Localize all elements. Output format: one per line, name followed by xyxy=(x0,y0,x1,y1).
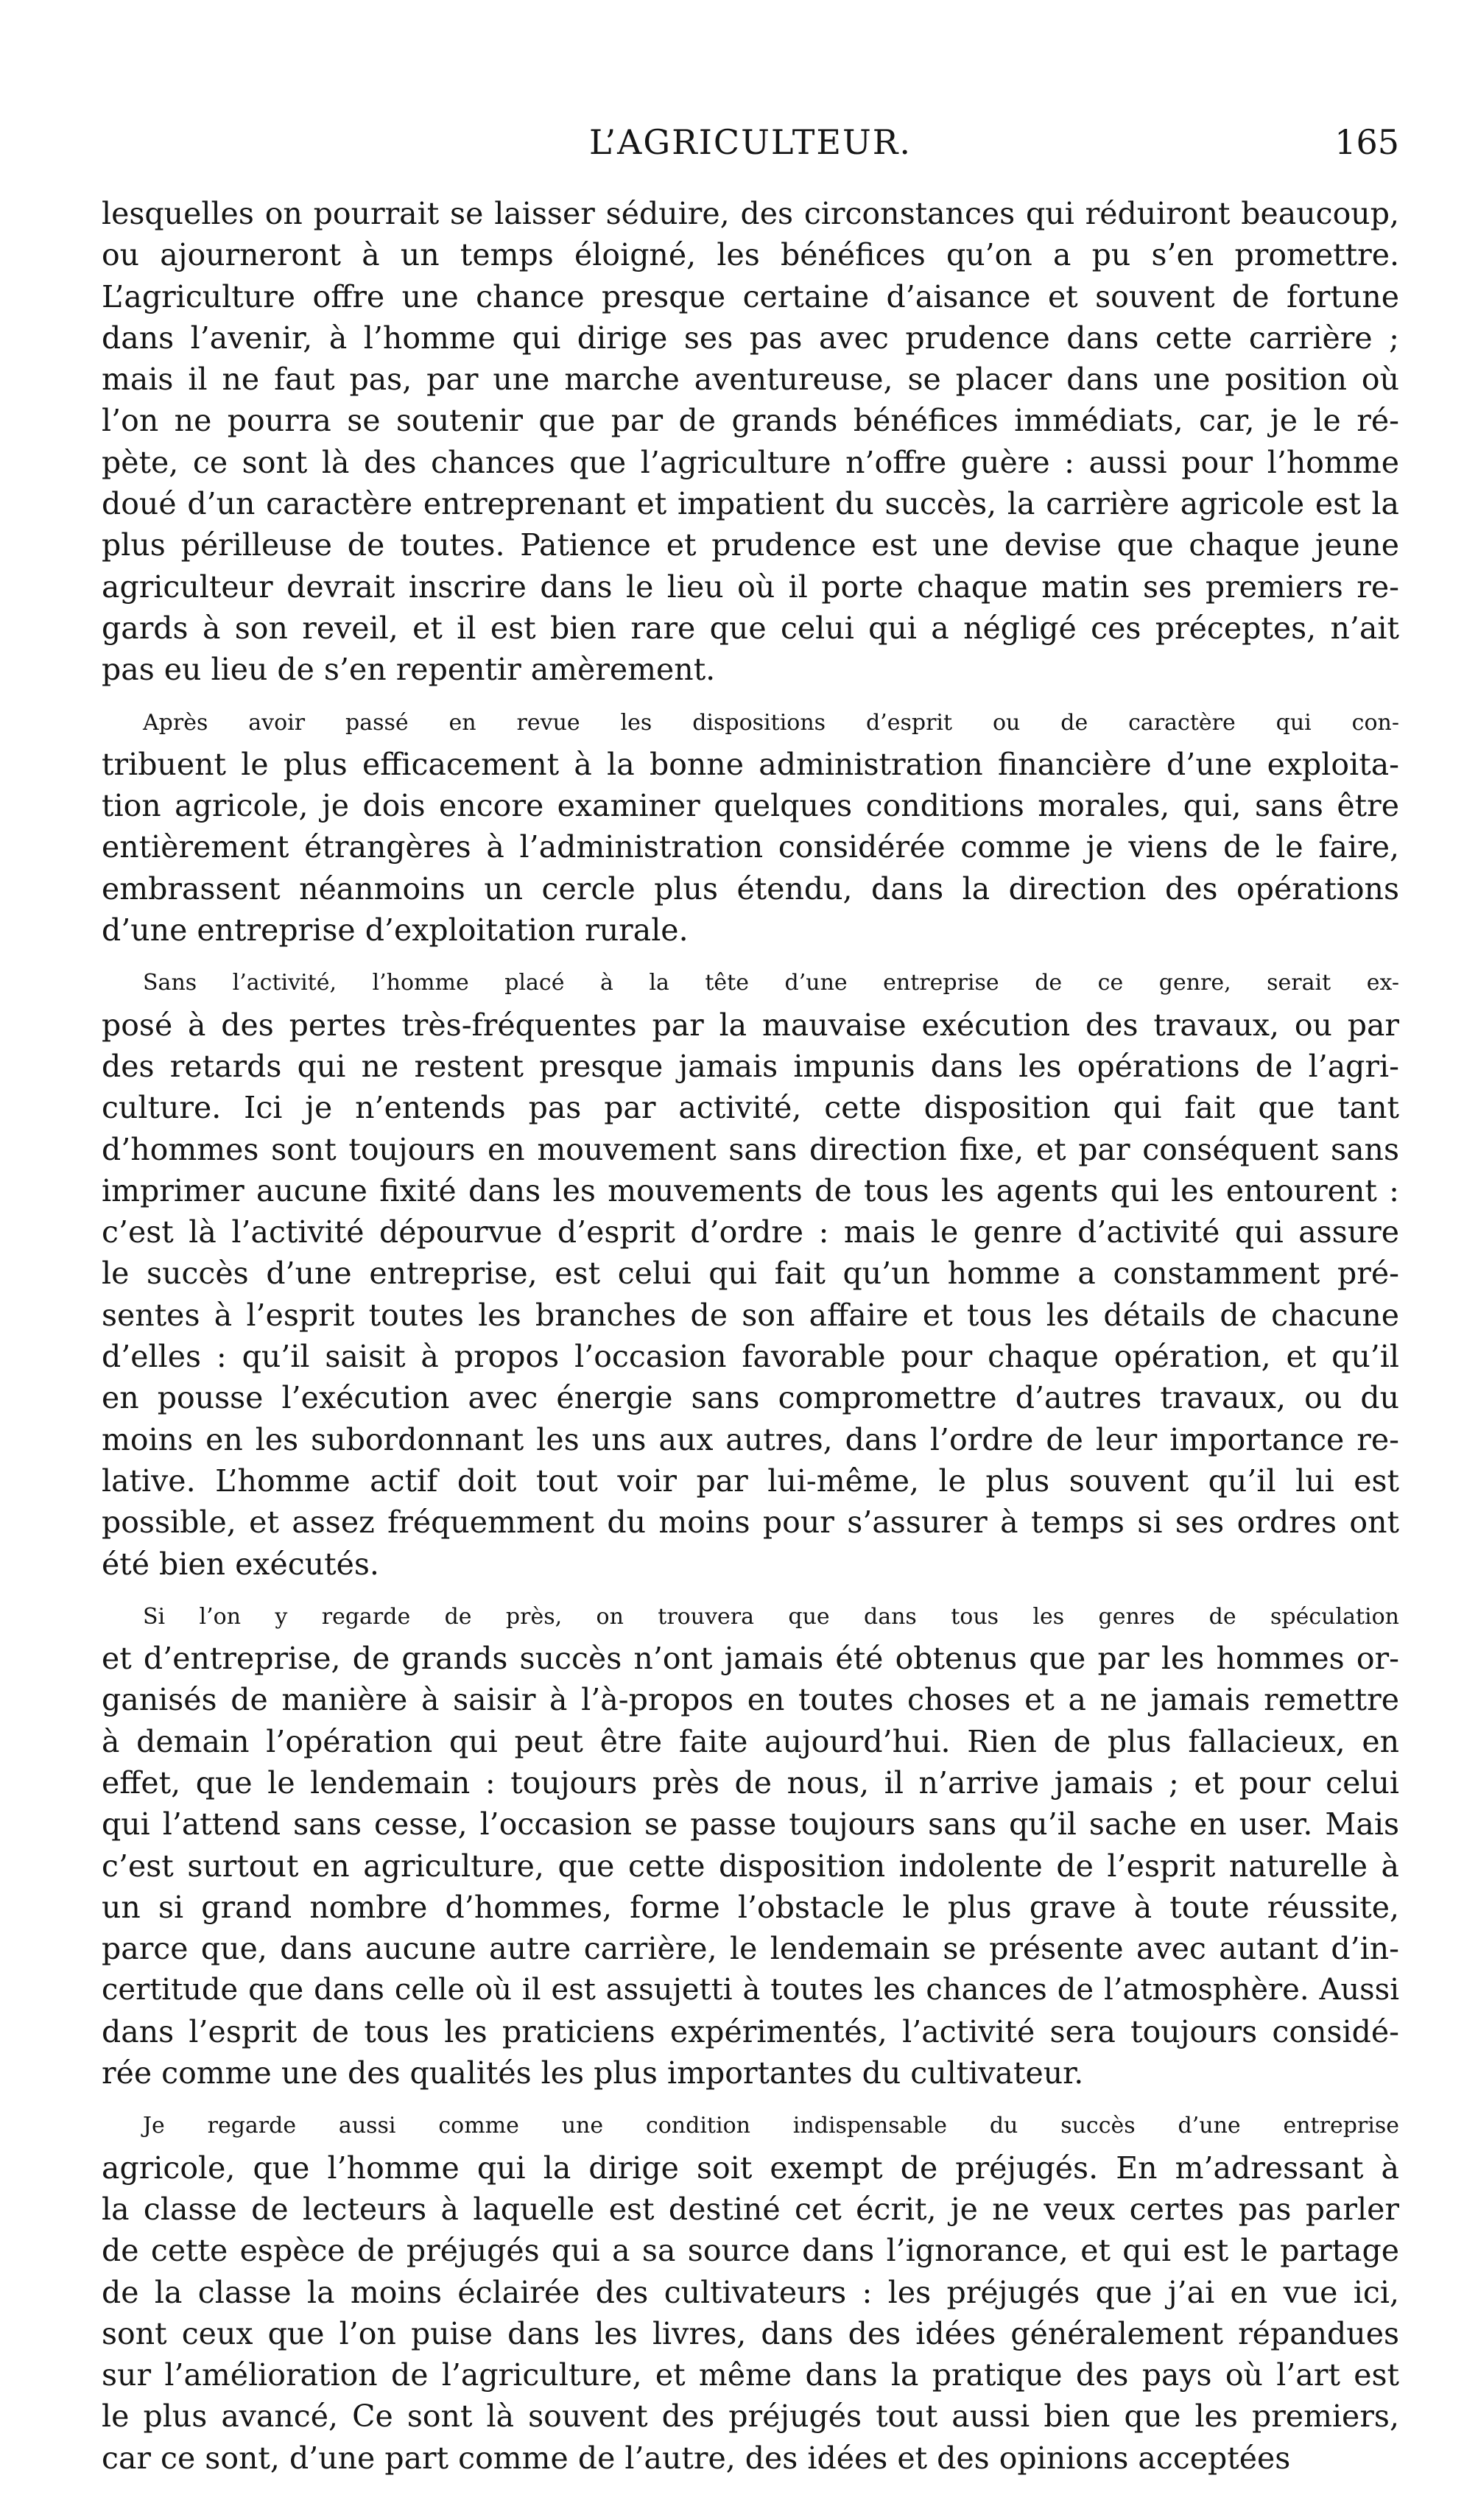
paragraph-gap xyxy=(102,691,1399,703)
text-line: lative. L’homme actif doit tout voir par lui-même, le plus souvent qu’il lui est xyxy=(102,1463,1399,1499)
text-line: imprimer aucune fixité dans les mouvements de tous les agents qui les entourent : xyxy=(102,1172,1399,1208)
text-line: été bien exécutés. xyxy=(102,1546,379,1582)
text-line: mais il ne faut pas, par une marche aventureuse, se placer dans une position où xyxy=(102,362,1399,398)
text-line: d’elles : qu’il saisit à propos l’occasion favorable pour chaque opération, et qu’il xyxy=(102,1339,1399,1375)
text-line: sur l’amélioration de l’agriculture, et même dans la pratique des pays où l’art est xyxy=(102,2357,1399,2393)
text-line: moins en les subordonnant les uns aux autres, dans l’ordre de leur importance re- xyxy=(102,1421,1399,1457)
text-line: ou ajourneront à un temps éloigné, les bénéfices qu’on a pu s’en promettre. xyxy=(102,237,1399,273)
text-line: L’agriculture offre une chance presque certaine d’aisance et souvent de fortune xyxy=(102,278,1399,314)
text-line: le plus avancé, Ce sont là souvent des préjugés tout aussi bien que les premiers, xyxy=(102,2398,1399,2435)
text-line: posé à des pertes très-fréquentes par la mauvaise exécution des travaux, ou par xyxy=(102,1007,1399,1043)
text-line: et d’entreprise, de grands succès n’ont jamais été obtenus que par les hommes or- xyxy=(102,1641,1399,1677)
paragraph xyxy=(102,2105,1399,2479)
text-line: tion agricole, je dois encore examiner quelques conditions morales, qui, sans être xyxy=(102,788,1399,824)
text-line: agriculteur devrait inscrire dans le lieu où il porte chaque matin ses premiers re- xyxy=(102,569,1399,605)
body-text xyxy=(102,193,1399,2479)
text-line: d’hommes sont toujours en mouvement sans direction fixe, et par conséquent sans xyxy=(102,1131,1399,1167)
text-line: dans l’esprit de tous les praticiens expérimentés, l’activité sera toujours considé- xyxy=(102,2013,1399,2049)
text-line: culture. Ici je n’entends pas par activité, cette disposition qui fait que tant xyxy=(102,1090,1399,1126)
text-line: d’une entreprise d’exploitation rurale. xyxy=(102,912,689,948)
paragraph-gap xyxy=(102,951,1399,962)
text-line: tribuent le plus efficacement à la bonne administration financière d’une exploita- xyxy=(102,746,1399,782)
page-header xyxy=(102,116,1399,168)
text-line: doué d’un caractère entreprenant et impatient du succès, la carrière agricole est la xyxy=(102,486,1399,522)
text-line: des retards qui ne restent presque jamais impunis dans les opérations de l’agri- xyxy=(102,1048,1399,1084)
paragraph xyxy=(102,193,1399,691)
text-line: c’est là l’activité dépourvue d’esprit d’ordre : mais le genre d’activité qui assure xyxy=(102,1214,1399,1250)
text-line: Je regarde aussi comme une condition indispensable du succès d’une entreprise xyxy=(143,2113,1399,2139)
text-line: sentes à l’esprit toutes les branches de son affaire et tous les détails de chacune xyxy=(102,1297,1399,1333)
text-line: plus périlleuse de toutes. Patience et prudence est une devise que chaque jeune xyxy=(102,527,1399,563)
text-line: un si grand nombre d’hommes, forme l’obstacle le plus grave à toute réussite, xyxy=(102,1889,1399,1925)
text-line: gards à son reveil, et il est bien rare que celui qui a négligé ces préceptes, n’ait xyxy=(102,610,1399,646)
text-line: entièrement étrangères à l’administration considérée comme je viens de le faire, xyxy=(102,829,1399,865)
paragraph-gap xyxy=(102,2094,1399,2105)
text-line: la classe de lecteurs à laquelle est destiné cet écrit, je ne veux certes pas parler xyxy=(102,2191,1399,2227)
text-line: dans l’avenir, à l’homme qui dirige ses pas avec prudence dans cette carrière ; xyxy=(102,320,1399,356)
text-line: c’est surtout en agriculture, que cette disposition indolente de l’esprit naturelle à xyxy=(102,1848,1399,1884)
text-line: car ce sont, d’une part comme de l’autre, des idées et des opinions acceptées xyxy=(102,2440,1291,2476)
text-line: effet, que le lendemain : toujours près de nous, il n’arrive jamais ; et pour celui xyxy=(102,1764,1399,1801)
text-line: l’on ne pourra se soutenir que par de grands bénéfices immédiats, car, je le ré- xyxy=(102,403,1399,439)
paragraph xyxy=(102,962,1399,1584)
text-line: à demain l’opération qui peut être faite aujourd’hui. Rien de plus fallacieux, en xyxy=(102,1723,1399,1759)
text-line: Sans l’activité, l’homme placé à la tête d’une entreprise de ce genre, serait ex- xyxy=(143,970,1399,996)
text-line: pète, ce sont là des chances que l’agriculture n’offre guère : aussi pour l’homme xyxy=(102,444,1399,480)
text-line: agricole, que l’homme qui la dirige soit exempt de préjugés. En m’adressant à xyxy=(102,2150,1399,2186)
page-number: 165 xyxy=(1334,122,1399,162)
paragraph-gap xyxy=(102,1585,1399,1597)
text-line: certitude que dans celle où il est assujetti à toutes les chances de l’atmosphère. Aussi xyxy=(102,1973,1399,2007)
text-line: possible, et assez fréquemment du moins pour s’assurer à temps si ses ordres ont xyxy=(102,1504,1399,1541)
text-line: rée comme une des qualités les plus importantes du cultivateur. xyxy=(102,2055,1084,2091)
text-line: Si l’on y regarde de près, on trouvera que dans tous les genres de spéculation xyxy=(143,1603,1399,1630)
text-line: qui l’attend sans cesse, l’occasion se passe toujours sans qu’il sache en user. Mais xyxy=(102,1806,1399,1843)
running-title: L’AGRICULTEUR. xyxy=(589,122,912,162)
paragraph xyxy=(102,1597,1399,2094)
text-line: parce que, dans aucune autre carrière, le lendemain se présente avec autant d’in- xyxy=(102,1931,1399,1967)
text-line: ganisés de manière à saisir à l’à-propos en toutes choses et a ne jamais remettre xyxy=(102,1682,1399,1718)
text-line: en pousse l’exécution avec énergie sans compromettre d’autres travaux, ou du xyxy=(102,1380,1399,1416)
text-line: Après avoir passé en revue les dispositions d’esprit ou de caractère qui con- xyxy=(143,709,1399,736)
text-line: de cette espèce de préjugés qui a sa source dans l’ignorance, et qui est le partage xyxy=(102,2233,1399,2269)
paragraph xyxy=(102,703,1399,951)
text-line: le succès d’une entreprise, est celui qui fait qu’un homme a constamment pré- xyxy=(102,1256,1399,1292)
text-line: de la classe la moins éclairée des cultivateurs : les préjugés que j’ai en vue ici, xyxy=(102,2274,1399,2310)
text-line: pas eu lieu de s’en repentir amèrement. xyxy=(102,652,716,688)
text-line: lesquelles on pourrait se laisser séduire, des circonstances qui réduiront beaucoup, xyxy=(102,196,1399,231)
text-line: sont ceux que l’on puise dans les livres, dans des idées généralement répandues xyxy=(102,2315,1399,2351)
text-line: embrassent néanmoins un cercle plus étendu, dans la direction des opérations xyxy=(102,870,1399,907)
